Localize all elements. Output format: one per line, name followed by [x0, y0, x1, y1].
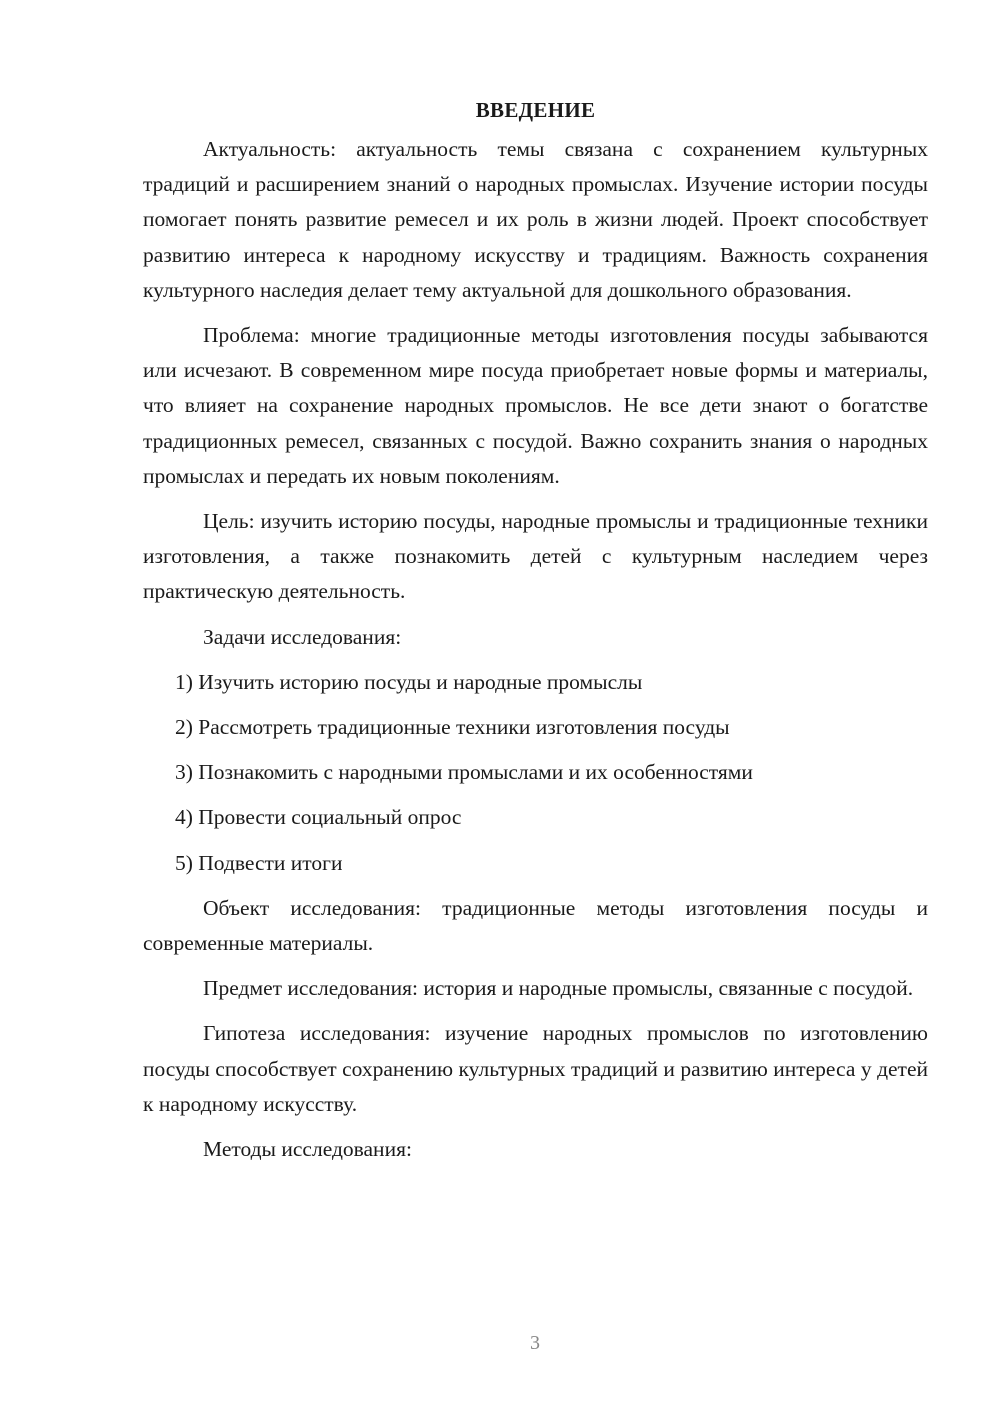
paragraph-relevance: Актуальность: актуальность темы связана с сохранением культурных традиций и расширением знаний о народных промыслах. Изучение истории посуды помогает понять развитие ремесел и их роль в жизни людей. Проект способствует развитию интереса к народному искусству и традициям. Важность сохранения культурного наследия делает тему актуальной для дошкольного образования.: [143, 137, 928, 302]
paragraph-hypothesis: Гипотеза исследования: изучение народных промыслов по изготовлению посуды способствует сохранению культурных традиций и развитию интереса у детей к народному искусству.: [143, 1021, 928, 1116]
list-item: 1) Изучить историю посуды и народные промыслы: [175, 669, 643, 694]
methods-title: Методы исследования:: [203, 1137, 412, 1162]
list-item: 5) Подвести итоги: [175, 850, 343, 875]
tasks-list: [143, 665, 928, 881]
list-item: 3) Познакомить с народными промыслами и их особенностями: [175, 760, 753, 785]
page-number: 3: [530, 1332, 540, 1354]
document-page: [143, 92, 928, 1177]
section-heading: ВВЕДЕНИЕ: [475, 98, 596, 122]
paragraph-object: Объект исследования: традиционные методы изготовления посуды и современные материалы.: [143, 895, 928, 956]
list-item: 2) Рассмотреть традиционные техники изготовления посуды: [175, 715, 730, 740]
paragraph-problem: Проблема: многие традиционные методы изготовления посуды забываются или исчезают. В современном мире посуда приобретает новые формы и материалы, что влияет на сохранение народных промыслов. Не все дети знают о богатстве традиционных ремесел, связанных с посудой. Важно сохранить знания о народных промыслах и передать их новым поколениям.: [143, 323, 928, 488]
paragraph-subject: Предмет исследования: история и народные промыслы, связанные с посудой.: [203, 976, 914, 1001]
list-item: 4) Провести социальный опрос: [175, 805, 462, 830]
tasks-title: Задачи исследования:: [203, 624, 402, 649]
paragraph-goal: Цель: изучить историю посуды, народные промыслы и традиционные техники изготовления, а также познакомить детей с культурным наследием через практическую деятельность.: [143, 509, 928, 604]
